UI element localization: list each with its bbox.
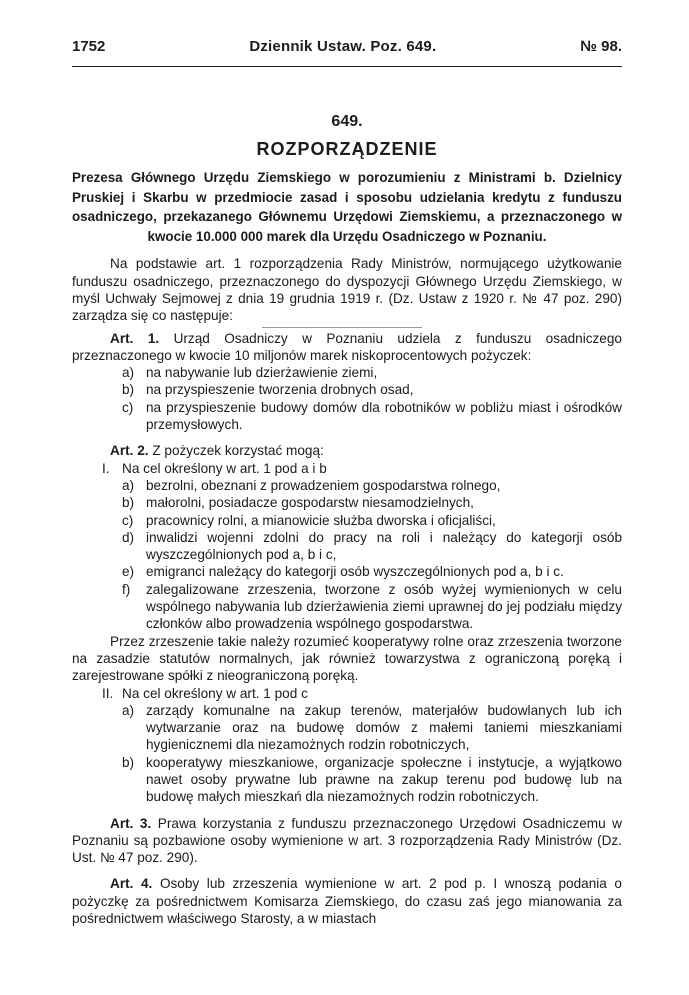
article-2-text: Z pożyczek korzystać mogą:: [152, 443, 324, 459]
item-mark: d): [122, 529, 135, 545]
article-2-note: Przez zrzeszenie takie należy rozumieć kooperatywy rolne oraz zrzeszenia tworzone na zasadzie statutów normalnych, jak również towarzystwa z ograniczoną poręką i zarejestrowane spółki z nieograniczoną poręką.: [72, 633, 622, 684]
item-mark: a): [122, 702, 135, 718]
article-2: [72, 442, 622, 459]
article-3-label: Art. 3.: [110, 815, 152, 831]
article-2-section-2: [72, 685, 622, 702]
list-item: [72, 494, 622, 511]
article-1-label: Art. 1.: [110, 330, 160, 346]
article-2-section-1: [72, 460, 622, 477]
item-mark: a): [122, 477, 135, 493]
item-mark: c): [122, 512, 134, 528]
separator-rule: [262, 327, 422, 328]
preamble: Na podstawie art. 1 rozporządzenia Rady Ministrów, normującego użytkowanie funduszu osadniczego, przeznaczonego do dyspozycji Głównego Urzędu Ziemskiego, w myśl Uchwały Sejmowej z dnia 19 grudnia 1919 r. (Dz. Ustaw z 1920 r. № 47 poz. 290) zarządza się co następuje:: [72, 256, 622, 324]
item-mark: a): [122, 365, 135, 381]
item-text: na przyspieszenie budowy domów dla robotników w pobliżu miast i ośrodków przemysłowych.: [146, 399, 622, 433]
list-item: [72, 477, 622, 494]
list-item: [72, 364, 622, 381]
article-3: [72, 815, 622, 867]
act-body: [72, 255, 622, 927]
item-text: zalegalizowane zrzeszenia, tworzone z osób wyżej wymienionych w celu wspólnego nabywania lub dzierżawienia ziemi uprawnej do jej podziału między członków albo prowadzenia wspólnego gospodarstwa.: [146, 581, 622, 632]
section-mark: I.: [102, 460, 110, 476]
document-page: [72, 38, 622, 927]
item-mark: f): [122, 581, 131, 597]
act-title: Prezesa Głównego Urzędu Ziemskiego w porozumieniu z Ministrami b. Dzielnicy Pruskiej i Skarbu w przedmiocie zasad i sposobu udzielania kredytu z funduszu osadniczego, przekazanego Głównemu Urzędowi Ziemskiemu, a przeznaczonego w kwocie 10.000 000 marek dla Urzędu Osadniczego w Poznaniu.: [72, 170, 622, 244]
header-rule: [72, 66, 622, 67]
item-text: bezrolni, obeznani z prowadzeniem gospodarstwa rolnego,: [146, 477, 501, 493]
list-item: [72, 529, 622, 564]
item-mark: c): [122, 399, 134, 415]
running-header: [72, 38, 622, 60]
item-text: pracownicy rolni, a mianowicie służba dworska i oficjaliści,: [146, 512, 496, 528]
item-text: zarządy komunalne na zakup terenów, materjałów budowlanych lub ich wytwarzanie oraz na budowę domów z małemi taniemi mieszkaniami hygienicznemi dla niezamożnych rodzin robotniczych,: [146, 702, 622, 753]
item-text: na przyspieszenie tworzenia drobnych osad,: [146, 382, 414, 398]
article-1-text: Urząd Osadniczy w Poznaniu udziela z funduszu osadniczego przeznaczonego w kwocie 10 miljonów marek niskoprocentowych pożyczek:: [72, 330, 622, 363]
issue-number: № 98.: [580, 38, 622, 55]
item-mark: e): [122, 564, 135, 580]
item-text: na nabywanie lub dzierżawienie ziemi,: [146, 365, 378, 381]
list-item: [72, 754, 622, 806]
list-item: [72, 581, 622, 633]
item-mark: b): [122, 495, 135, 511]
act-number: 649.: [331, 113, 363, 130]
section-text: Na cel określony w art. 1 pod c: [122, 685, 308, 701]
article-3-text: Prawa korzystania z funduszu przeznaczonego Urzędowi Osadniczemu w Poznaniu są pozbawione osoby wymienione w art. 3 rozporządzenia Rady Ministrów (Dz. Ust. № 47 poz. 290).: [72, 815, 623, 866]
item-text: kooperatywy mieszkaniowe, organizacje społeczne i instytucje, a wyjątkowo nawet osoby prywatne lub prawne na zakup terenu pod budowę lub na budowę małych mieszkań dla niezamożnych rodzin robotniczych.: [146, 754, 622, 805]
list-item: [72, 563, 622, 580]
item-text: emigranci należący do kategorji osób wyszczególnionych pod a, b i c.: [146, 564, 564, 580]
journal-title: Dziennik Ustaw. Poz. 649.: [249, 38, 437, 55]
section-text: Na cel określony w art. 1 pod a i b: [122, 460, 327, 476]
article-4-text: Osoby lub zrzeszenia wymienione w art. 2 pod p. I wnoszą podania o pożyczkę za pośrednictwem Komisarza Ziemskiego, do czasu zaś jego mianowania za pośrednictwem właściwego Starosty, a w miastach: [72, 876, 622, 927]
article-2-label: Art. 2.: [110, 443, 149, 459]
article-4: [72, 875, 622, 927]
list-item: [72, 512, 622, 529]
item-text: inwalidzi wojenni zdolni do pracy na roli i należący do kategorji osób wyszczególnionych pod a, b i c,: [146, 529, 622, 563]
article-1: [72, 330, 622, 365]
list-item: [72, 702, 622, 754]
section-mark: II.: [102, 685, 114, 701]
list-item: [72, 381, 622, 398]
list-item: [72, 399, 622, 434]
act-type-heading: ROZPORZĄDZENIE: [256, 139, 438, 159]
article-4-label: Art. 4.: [110, 876, 153, 892]
item-mark: b): [122, 754, 135, 770]
page-number: 1752: [72, 38, 106, 55]
item-text: małorolni, posiadacze gospodarstw niesamodzielnych,: [146, 495, 474, 511]
item-mark: b): [122, 382, 135, 398]
